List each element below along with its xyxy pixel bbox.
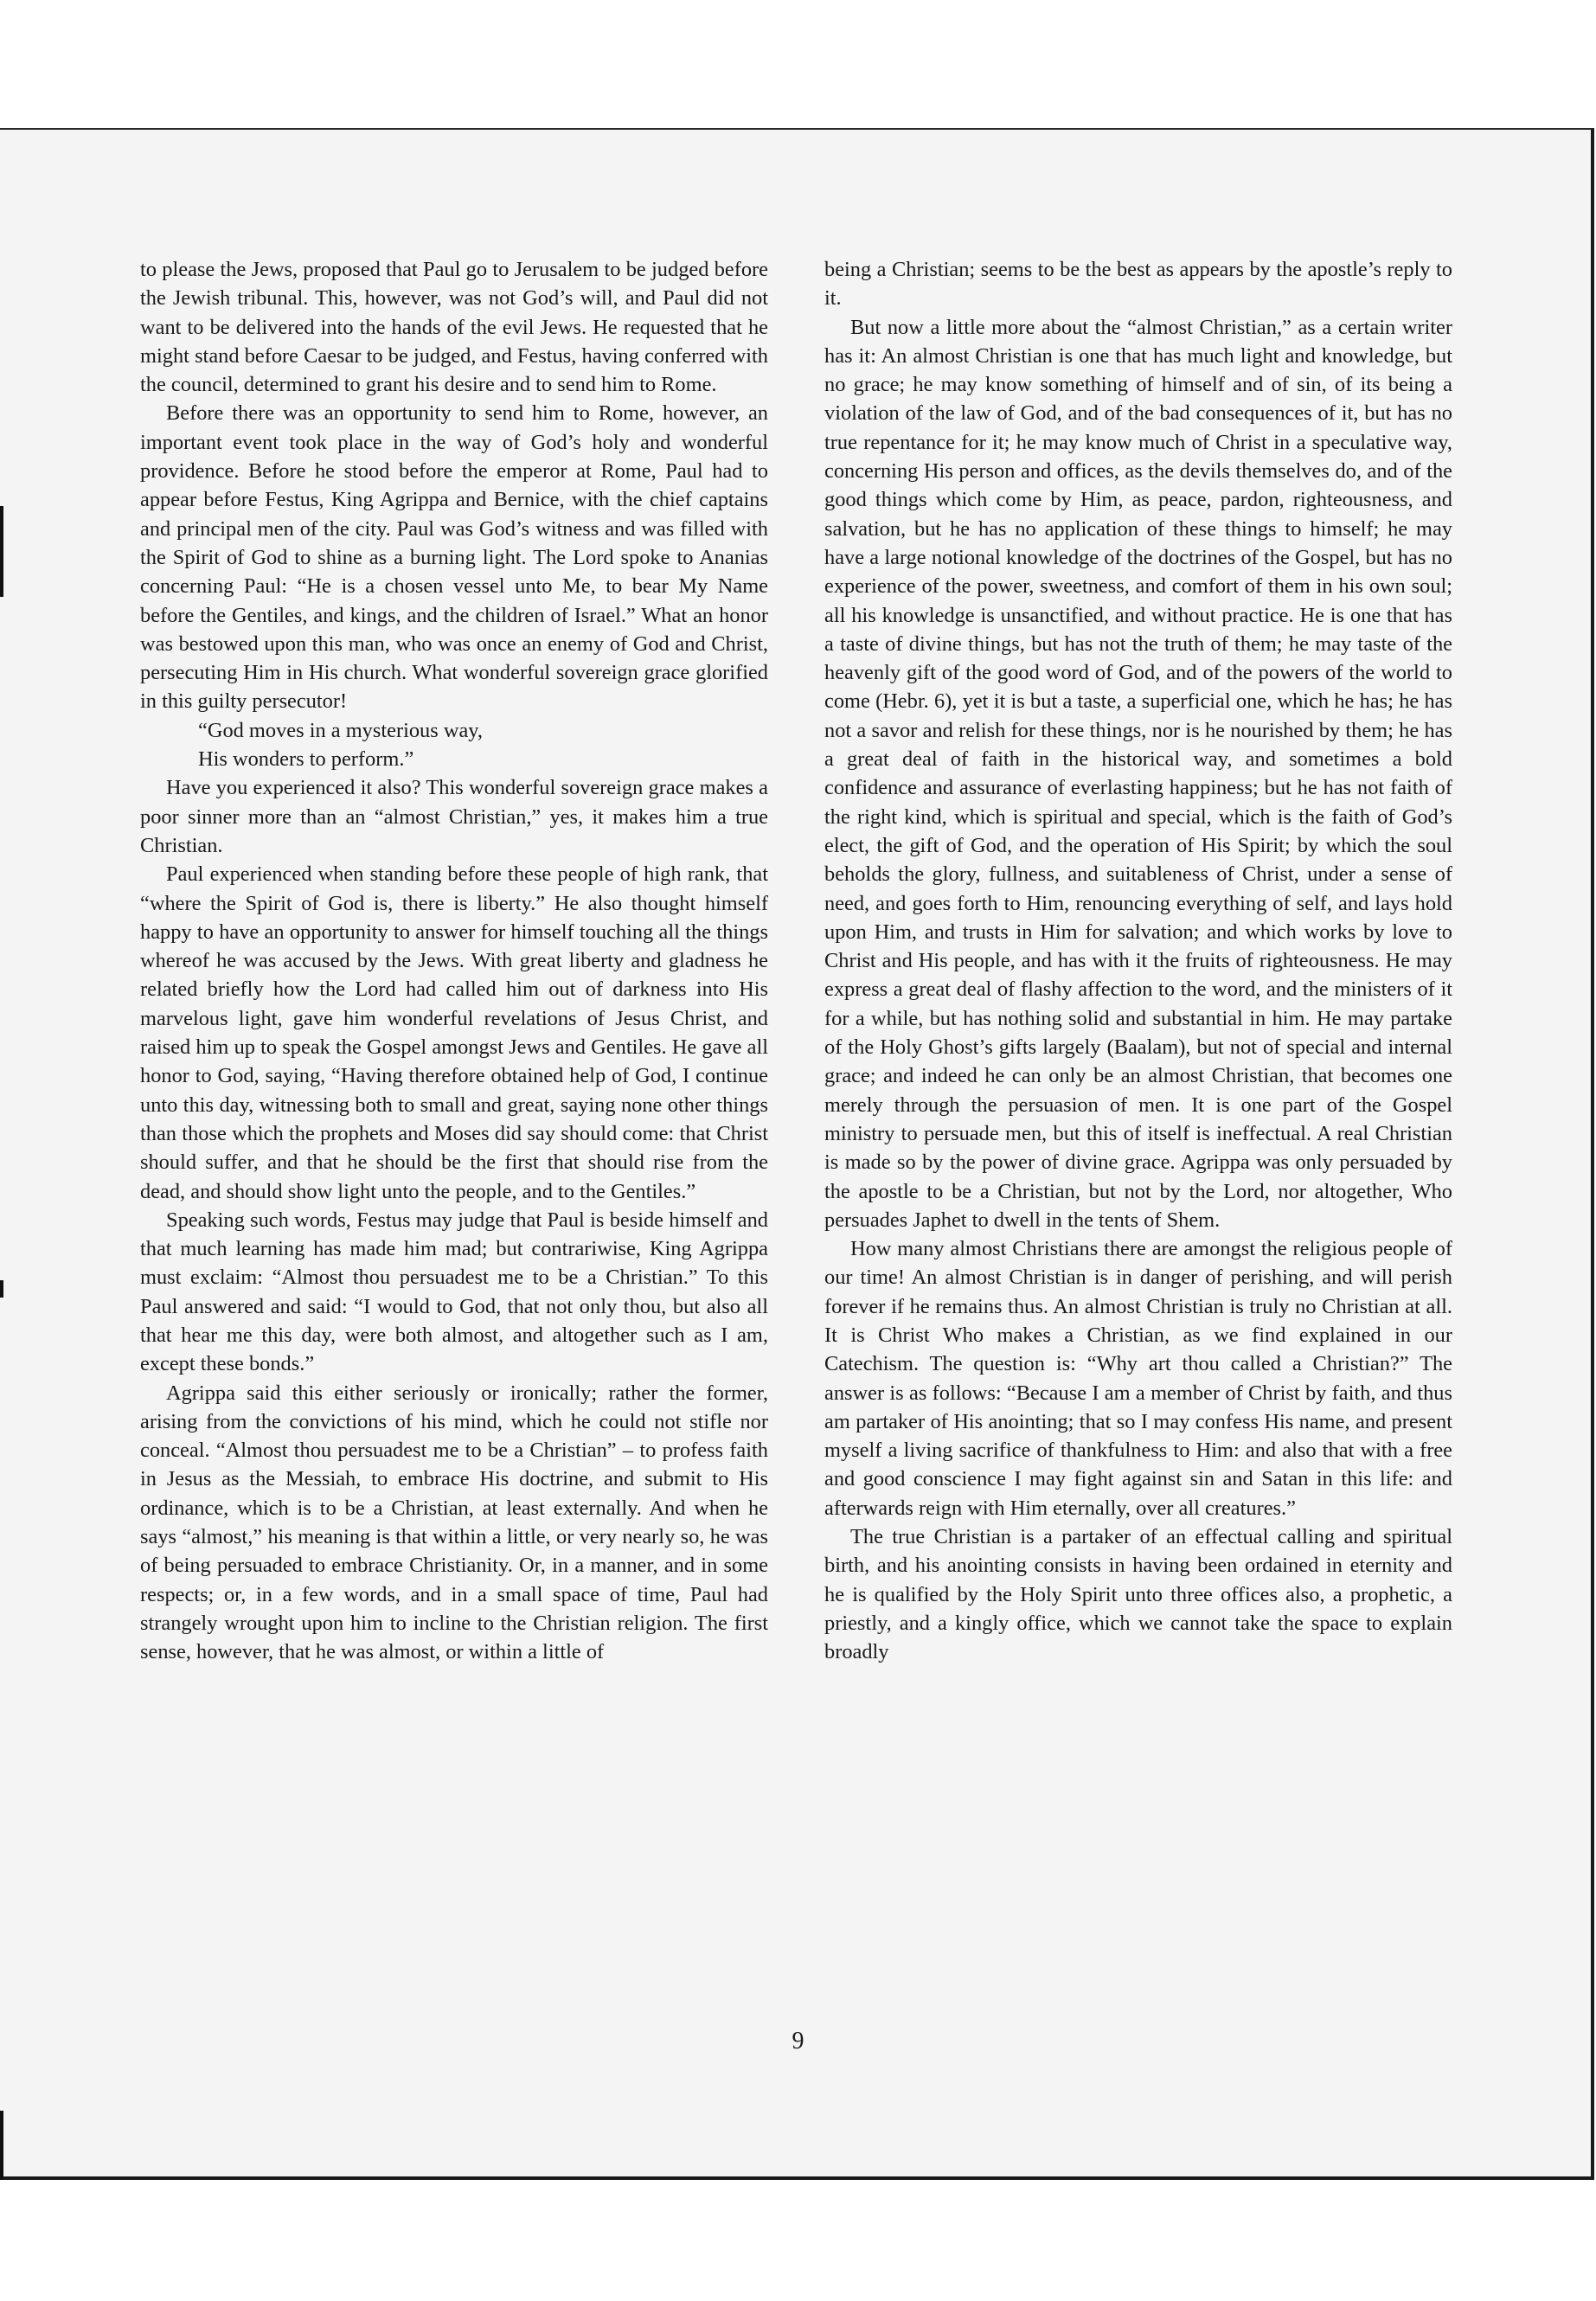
paragraph: The true Christian is a partaker of an effectual calling and spiritual birth, and his anointing consists in having been ordained in eternity and he is qualified by the Holy Spirit unto three offices also, a prophetic, a priestly, and a kingly office, which we cannot take the space to explain broadly [824, 1525, 1452, 1664]
page-number: 9 [792, 2028, 804, 2054]
right-column [824, 255, 1452, 1667]
binding-edge-mark [0, 1280, 3, 1298]
hymn-line: His wonders to perform.” [198, 747, 414, 772]
binding-edge-mark [0, 506, 3, 597]
paragraph: How many almost Christians there are amongst the religious people of our time! An almost Christian is in danger of perishing, and will perish forever if he remains thus. An almost Christian is truly no Christian at all. It is Christ Who makes a Christian, as we find explained in our Catechism. The question is: “Why art thou called a Christian?” The answer is as follows: “Because I am a member of Christ by faith, and thus am partaker of His anointing; that so I may confess His name, and present myself a living sacrifice of thankfulness to Him: and also that with a free and good conscience I may fight against sin and Satan in this life: and afterwards reign with Him eternally, over all creatures.” [824, 1237, 1452, 1520]
paragraph: But now a little more about the “almost Christian,” as a certain writer has it: An almost Christian is one that has much light and knowledge, but no grace; he may know something of himself and of sin, of its being a violation of the law of God, and of the bad consequences of it, but has no true repentance for it; he may know much of Christ in a speculative way, concerning His person and offices, as the devils themselves do, and of the good things which come by Him, as peace, pardon, righteousness, and salvation, but he has no application of these things to himself; he may have a large notional knowledge of the doctrines of the Gospel, but has no experience of the power, sweetness, and comfort of them in his own soul; all his knowledge is unsanctified, and without practice. He is one that has a taste of divine things, but has not the truth of them; he may taste of the heavenly gift of the good word of God, and of the powers of the world to come (Hebr. 6), yet it is but a taste, a superficial one, which he has; he has not a savor and relish for these things, nor is he nourished by them; he has a great deal of faith in the historical way, and sometimes a bold confidence and assurance of everlasting happiness; but he has not faith of the right kind, which is spiritual and special, which is the faith of God’s elect, the gift of God, and the operation of His Spirit; by which the soul beholds the glory, fullness, and suitableness of Christ, under a sense of need, and goes forth to Him, renouncing everything of self, and lays hold upon Him, and trusts in Him for salvation; and which works by love to Christ and His people, and has with it the fruits of righteousness. He may express a great deal of flashy affection to the word, and the ministers of it for a while, but has nothing solid and substantial in him. He may partake of the Holy Ghost’s gifts largely (Baalam), but not of special and internal grace; and indeed he can only be an almost Christian, that becomes one merely through the persuasion of men. It is one part of the Gospel ministry to persuade men, but this of itself is ineffectual. A real Christian is made so by the power of divine grace. Agrippa was only persuaded by the apostle to be a Christian, but not by the Lord, nor altogether, Who persuades Japhet to dwell in the tents of Shem. [824, 315, 1452, 1232]
paragraph: to please the Jews, proposed that Paul go to Jerusalem to be judged before the Jewish tribunal. This, however, was not God’s will, and Paul did not want to be delivered into the hands of the evil Jews. He requested that he might stand before Caesar to be judged, and Festus, having conferred with the council, determined to grant his desire and to send him to Rome. [140, 258, 768, 397]
binding-edge-mark [0, 2111, 3, 2180]
hymn-quote [198, 716, 768, 774]
paragraph: Speaking such words, Festus may judge that Paul is beside himself and that much learning has made him mad; but contrariwise, King Agrippa must exclaim: “Almost thou persuadest me to be a Christian.” To this Paul answered and said: “I would to God, that not only thou, but also all that hear me this day, were both almost, and altogether such as I am, except these bonds.” [140, 1208, 768, 1376]
paragraph: Agrippa said this either seriously or ironically; rather the former, arising from the convictions of his mind, which he could not stifle nor conceal. “Almost thou persuadest me to be a Christian” – to profess faith in Jesus as the Messiah, to embrace His doctrine, and submit to His ordinance, which is to be a Christian, at least externally. And when he says “almost,” his meaning is that within a little, or very nearly so, he was of being persuaded to embrace Christianity. Or, in a manner, and in some respects; or, in a few words, and in a small space of time, Paul had strangely wrought upon him to incline to the Christian religion. The first sense, however, that he was almost, or within a little of [140, 1381, 768, 1664]
paragraph: Have you experienced it also? This wonderful sovereign grace makes a poor sinner more than an “almost Christian,” yes, it makes him a true Christian. [140, 776, 768, 857]
paragraph: being a Christian; seems to be the best as appears by the apostle’s reply to it. [824, 258, 1452, 311]
paragraph: Before there was an opportunity to send him to Rome, however, an important event took place in the way of God’s holy and wonderful providence. Before he stood before the emperor at Rome, Paul had to appear before Festus, King Agrippa and Bernice, with the chief captains and principal men of the city. Paul was God’s witness and was filled with the Spirit of God to shine as a burning light. The Lord spoke to Ananias concerning Paul: “He is a chosen vessel unto Me, to bear My Name before the Gentiles, and kings, and the children of Israel.” What an honor was bestowed upon this man, who was once an enemy of God and Christ, persecuting Him in His church. What wonderful sovereign grace glorified in this guilty persecutor! [140, 401, 768, 714]
hymn-line: “God moves in a mysterious way, [198, 718, 483, 742]
left-column [140, 255, 768, 1667]
paragraph: Paul experienced when standing before these people of high rank, that “where the Spirit of God is, there is liberty.” He also thought himself happy to have an opportunity to answer for himself touching all the things whereof he was accused by the Jews. With great liberty and gladness he related briefly how the Lord had called him out of darkness into His marvelous light, gave him wonderful revelations of Jesus Christ, and raised him up to speak the Gospel amongst Jews and Gentiles. He gave all honor to God, saying, “Having therefore obtained help of God, I continue unto this day, witnessing both to small and great, saying none other things than those which the prophets and Moses did say should come: that Christ should suffer, and that he should be the first that should rise from the dead, and should show light unto the people, and to the Gentiles.” [140, 862, 768, 1203]
